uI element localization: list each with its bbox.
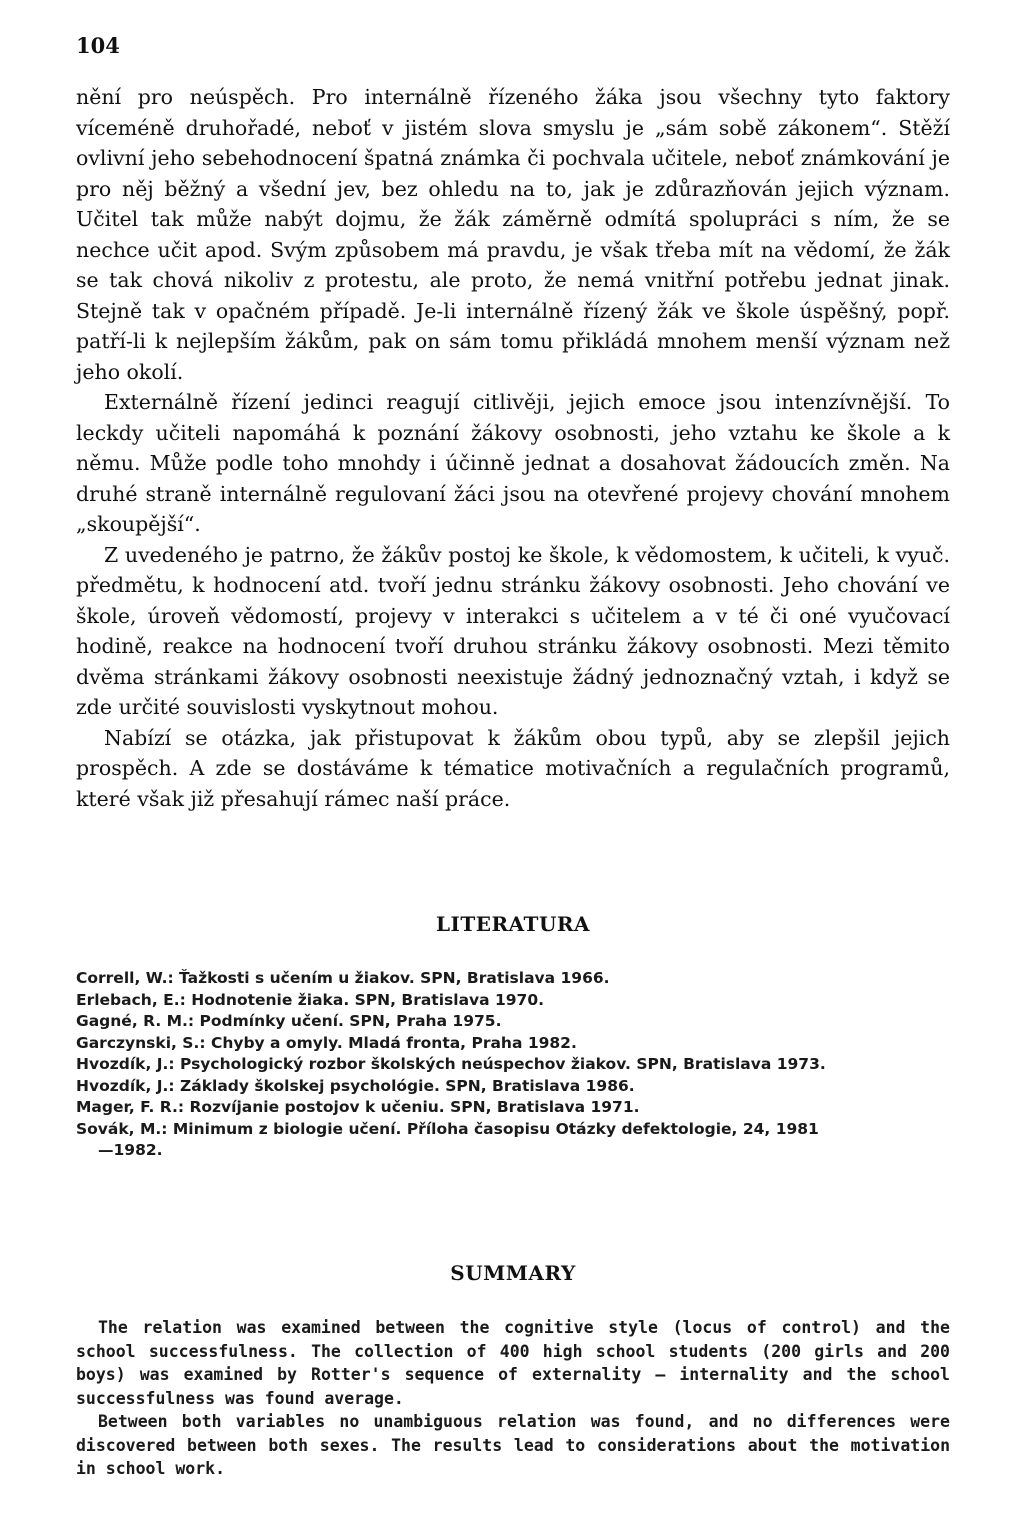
reference-item: Sovák, M.: Minimum z biologie učení. Příloha časopisu Otázky defektologie, 24, 1981 [76,1119,819,1138]
summary-heading: SUMMARY [450,1261,576,1285]
paragraph: Nabízí se otázka, jak přistupovat k žákům obou typů, aby se zlepšil jejich prospěch. A zde se dostáváme k tématice motivačních a regulačních programů, které však již přesahují rámec naší práce. [76,725,950,811]
paragraph: Z uvedeného je patrno, že žákův postoj ke škole, k vědomostem, k učiteli, k vyuč. předmětu, k hodnocení atd. tvoří jednu stránku žákovy osobnosti. Jeho chování ve škole, úroveň vědomostí, projevy v interakci s učitelem a v té či oné vyučovací hodině, reakce na hodnocení tvoří druhou stránku žákovy osobnosti. Mezi těmito dvěma stránkami žákovy osobnosti neexistuje žádný jednoznačný vztah, i když se zde určité souvislosti vyskytnout mohou. [76,542,950,719]
reference-item: Erlebach, E.: Hodnotenie žiaka. SPN, Bratislava 1970. [76,990,545,1009]
reference-continuation: —1982. [98,1141,163,1159]
reference-item: Gagné, R. M.: Podmínky učení. SPN, Praha 1975. [76,1012,502,1030]
paragraph: nění pro neúspěch. Pro internálně řízeného žáka jsou všechny tyto faktory víceméně druhořadé, neboť v jistém slova smyslu je „sám sobě zákonem“. Stěží ovlivní jeho sebehodnocení špatná známka či pochvala učitele, neboť známkování je pro něj běžný a všední jev, bez ohledu na to, jak je zdůrazňován jejich význam. Učitel tak může nabýt dojmu, že žák záměrně odmítá spolupráci s ním, že se nechce učit apod. Svým způsobem má pravdu, je však třeba mít na vědomí, že žák se tak chová nikoliv z protestu, ale proto, že nemá vnitřní potřebu jednat jinak. Stejně tak v opačném případě. Je-li internálně řízený žák ve škole úspěšný, popř. patří-li k nejlepším žákům, pak on sám tomu přikládá mnohem menší význam než jeho okolí. [76,85,950,384]
reference-item: Hvozdík, J.: Psychologický rozbor školských neúspechov žiakov. SPN, Bratislava 1973. [76,1055,826,1073]
summary-paragraph: The relation was examined between the cognitive style (locus of control) and the school successfulness. The collection of 400 high school students (200 girls and 200 boys) was examined by Rotter's sequence of externality — internality and the school successfulness was found average. [76,1318,950,1408]
reference-item: Mager, F. R.: Rozvíjanie postojov k učeniu. SPN, Bratislava 1971. [76,1098,640,1116]
summary-text [76,1316,950,1481]
page-number: 104 [76,33,120,58]
reference-item: Garczynski, S.: Chyby a omyly. Mladá fronta, Praha 1982. [76,1033,577,1052]
body-text [76,82,950,814]
reference-item: Correll, W.: Ťažkosti s učením u žiakov. SPN, Bratislava 1966. [76,969,610,987]
reference-list [76,968,966,1162]
paragraph: Externálně řízení jedinci reagují citlivěji, jejich emoce jsou intenzívnější. To leckdy učiteli napomáhá k poznání žákovy osobnosti, jeho vztahu ke škole a k němu. Může podle toho mnohdy i účinně jednat a dosahovat žádoucích změn. Na druhé straně internálně regulovaní žáci jsou na otevřené projevy chování mnohem „skoupější“. [76,390,950,536]
literature-heading: LITERATURA [435,912,591,936]
reference-item: Hvozdík, J.: Základy školskej psychológie. SPN, Bratislava 1986. [76,1076,635,1095]
summary-paragraph: Between both variables no unambiguous relation was found, and no differences were discovered between both sexes. The results lead to considerations about the motivation in school work. [76,1412,950,1478]
